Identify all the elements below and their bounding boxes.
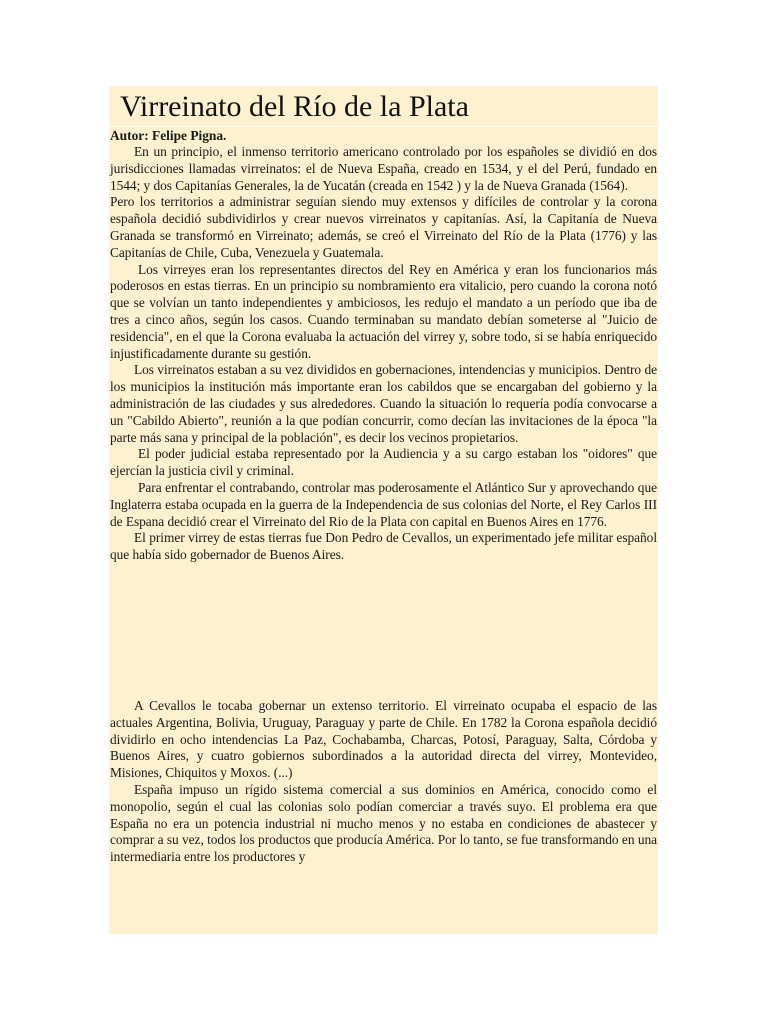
blank-space xyxy=(109,564,658,698)
title-band xyxy=(109,86,658,127)
paragraph: Para enfrentar el contrabando, controlar mas poderosamente el Atlántico Sur y aprovechando que Inglaterra estaba ocupada en la guerra de la Independencia de sus colonias del Norte, el Rey Carlos III de Espana decidió crear el Virreinato del Rio de la Plata con capital en Buenos Aires en 1776. xyxy=(110,479,657,529)
paragraph: El poder judicial estaba representado por la Audiencia y a su cargo estaban los "oidores" que ejercían la justicia civil y criminal. xyxy=(110,446,657,479)
paragraph: A Cevallos le tocaba gobernar un extenso territorio. El virreinato ocupaba el espacio de las actuales Argentina, Bolivia, Uruguay, Paraguay y parte de Chile. En 1782 la Corona española decidió dividirlo en ocho intendencias La Paz, Cochabamba, Charcas, Potosí, Paraguay, Salta, Córdoba y Buenos Aires, y cuatro gobiernos subordinados a la autoridad directa del virrey, Montevideo, Misiones, Chiquitos y Moxos. (...) xyxy=(110,697,657,781)
document-title: Virreinato del Río de la Plata xyxy=(120,90,469,123)
paragraph: En un principio, el inmenso territorio americano controlado por los españoles se dividió en dos jurisdicciones llamadas virreinatos: el de Nueva España, creado en 1534, y el del Perú, fundado en 1544; y dos Capitanías Generales, la de Yucatán (creada en 1542 ) y la de Nueva Granada (1564). xyxy=(110,144,657,193)
author-line: Autor: Felipe Pigna. xyxy=(110,128,227,143)
document-sheet xyxy=(109,86,658,934)
paragraph: El primer virrey de estas tierras fue Don Pedro de Cevallos, un experimentado jefe militar español que había sido gobernador de Buenos Aires. xyxy=(110,530,657,563)
paragraph: Pero los territorios a administrar seguían siendo muy extensos y difíciles de controlar y la corona española decidió subdividirlos y crear nuevos virreinatos y capitanías. Así, la Capitanía de Nueva Granada se transformó en Virreinato; además, se creó el Virreinato del Río de la Plata (1776) y las Capitanías de Chile, Cuba, Venezuela y Guatemala. xyxy=(110,194,657,260)
paragraph: Los virreyes eran los representantes directos del Rey en América y eran los funcionarios más poderosos en estas tierras. En un principio su nombramiento era vitalicio, pero cuando la corona notó que se volvían un tanto independientes y ambiciosos, les redujo el mandato a un período que iba de tres a cinco años, según los casos. Cuando terminaban su mandato debían someterse al "Juicio de residencia", en el que la Corona evaluaba la actuación del virrey y, sobre todo, si se había enriquecido injustificadamente durante su gestión. xyxy=(110,261,657,361)
paragraph: España impuso un rígido sistema comercial a sus dominios en América, conocido como el monopolio, según el cual las colonias solo podían comerciar a través suyo. El problema era que España no era un potencia industrial ni mucho menos y no estaba en condiciones de abastecer y comprar a su vez, todos los productos que producía América. Por lo tanto, se fue transformando en una intermediaria entre los productores y xyxy=(110,781,657,865)
paragraph: Los virreinatos estaban a su vez divididos en gobernaciones, intendencias y municipios. Dentro de los municipios la institución más importante eran los cabildos que se encargaban del gobierno y la administración de las ciudades y sus alrededores. Cuando la situación lo requería podía convocarse a un "Cabildo Abierto", reunión a la que podían concurrir, como decían las invitaciones de la época "la parte más sana y principal de la población", es decir los vecinos propietarios. xyxy=(110,362,657,445)
